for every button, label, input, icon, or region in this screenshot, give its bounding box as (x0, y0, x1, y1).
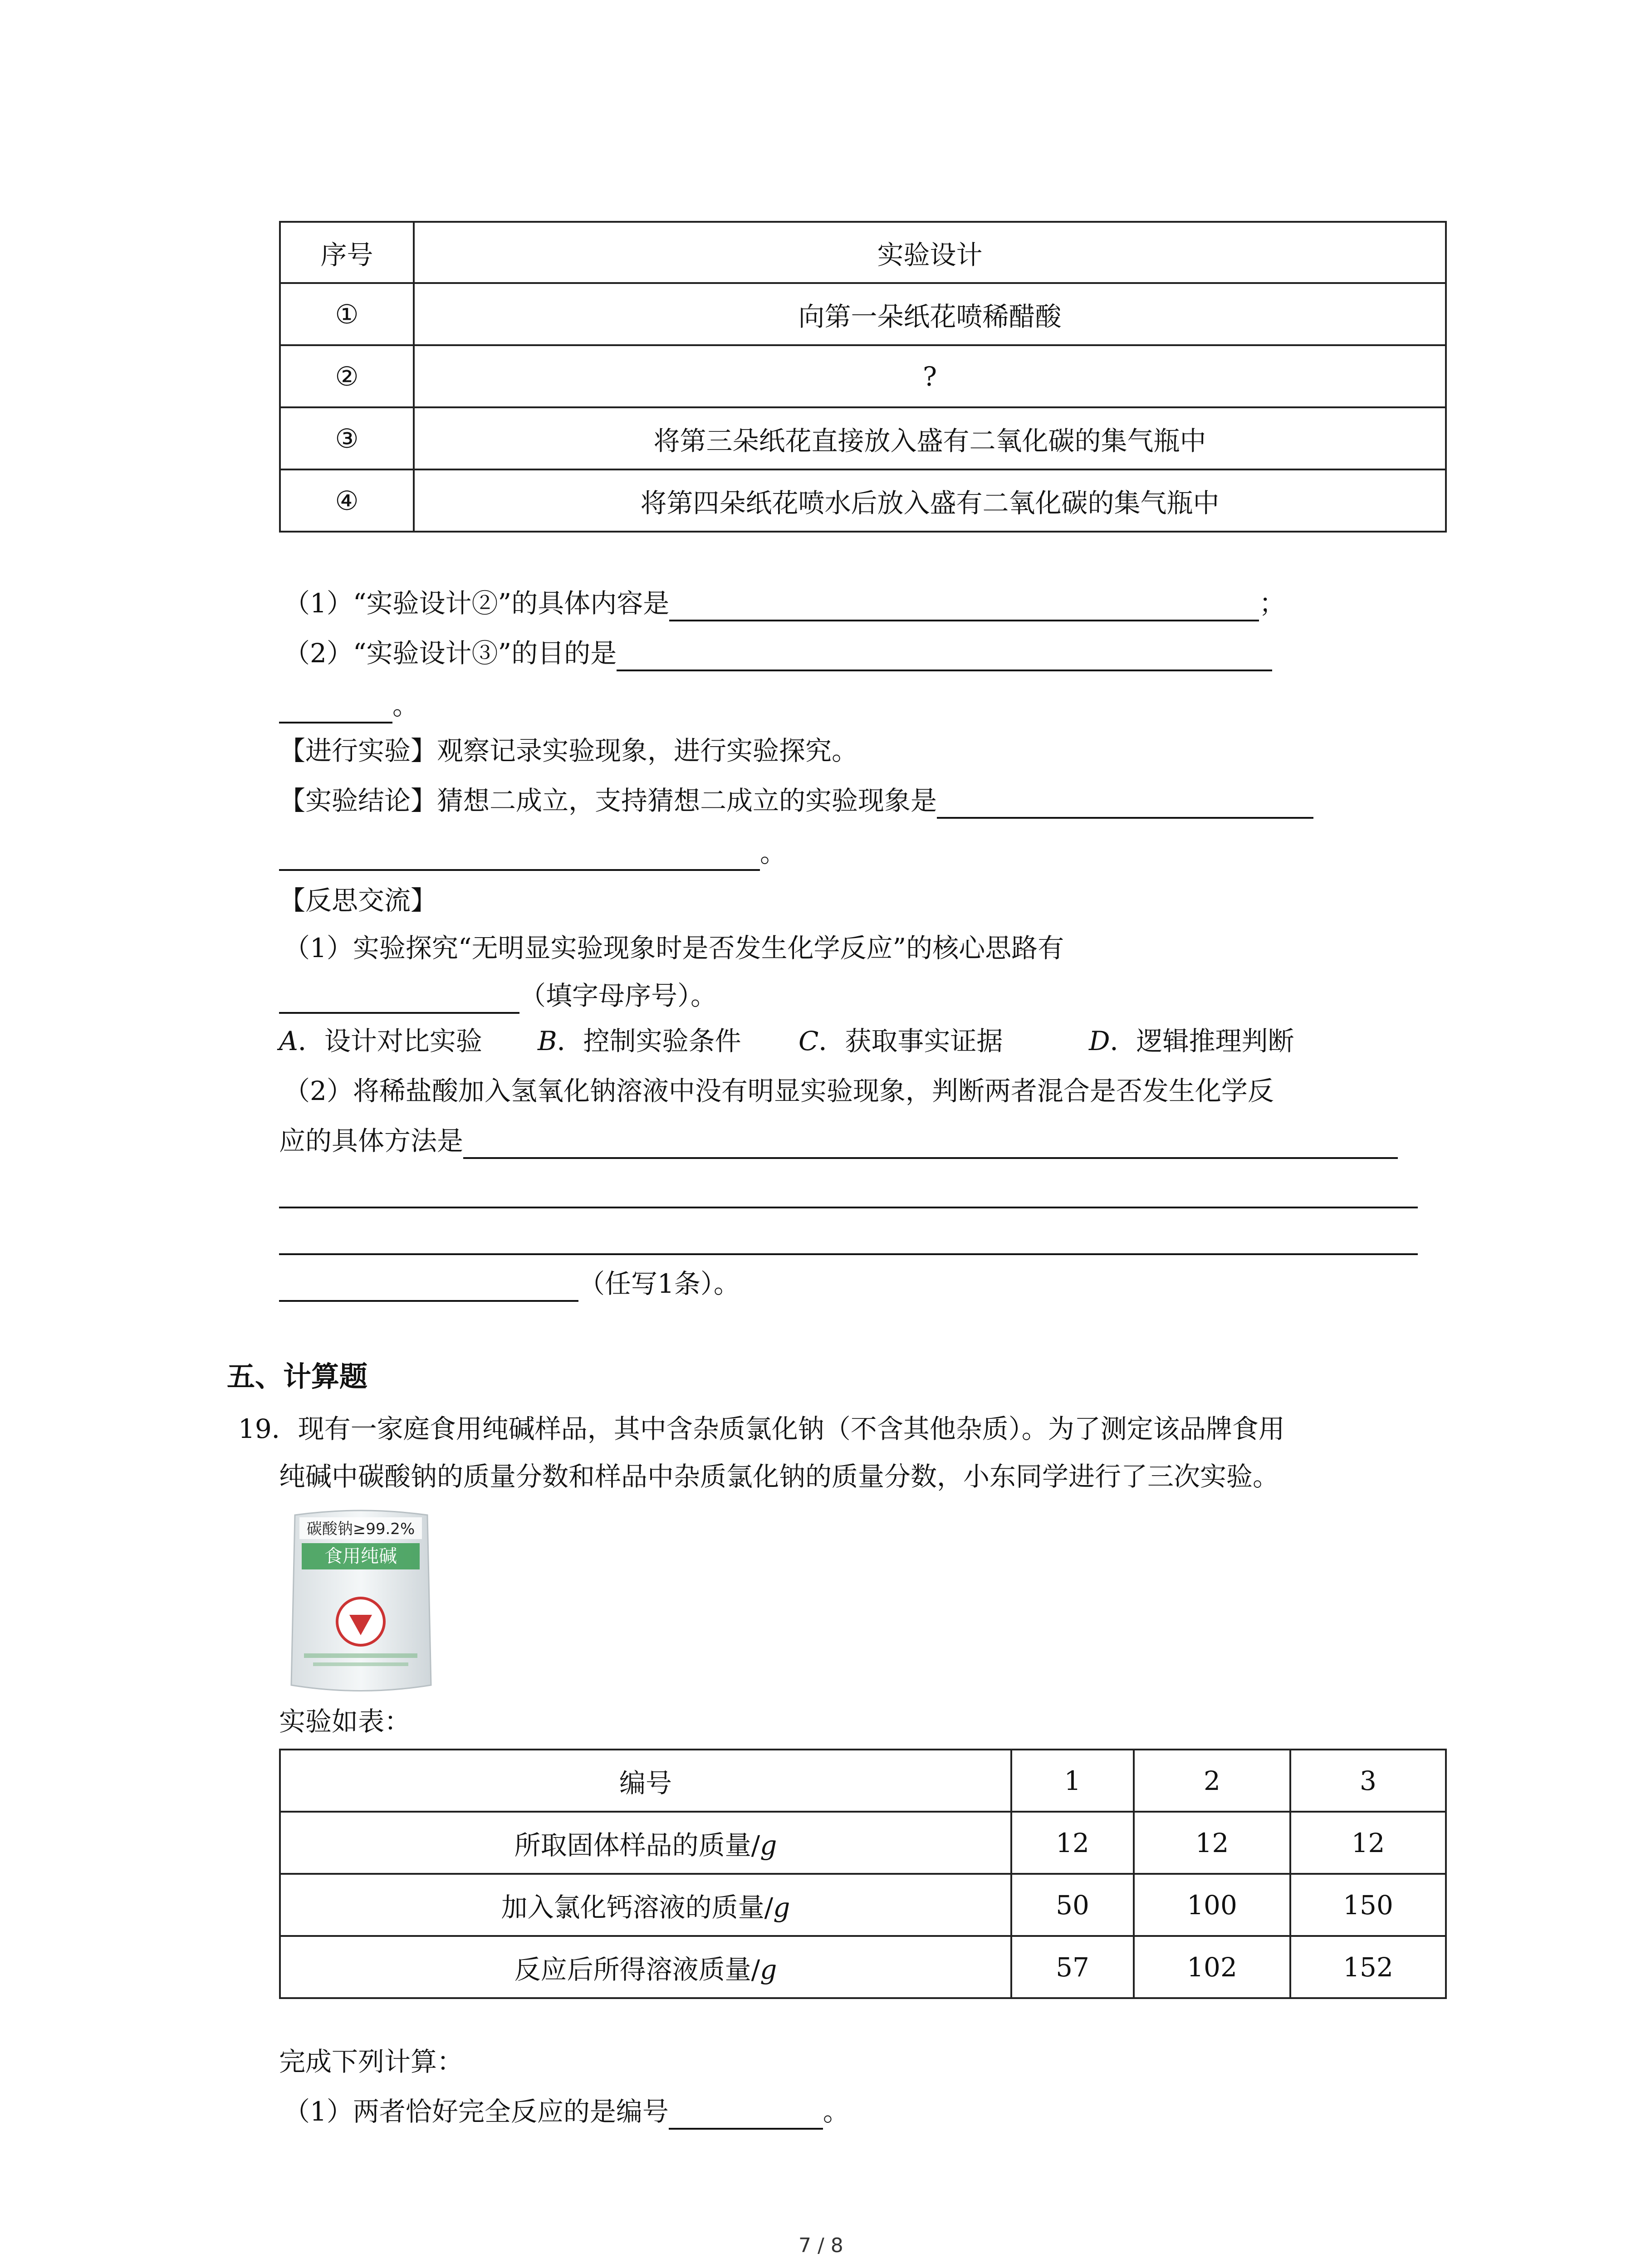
table-header-cell: 2 (1134, 1750, 1290, 1812)
table-header-cell: 序号 (280, 222, 414, 283)
table-row (280, 1812, 1446, 1874)
table-cell: 将第三朵纸花直接放入盛有二氧化碳的集气瓶中 (414, 407, 1446, 469)
table-row (280, 1874, 1446, 1936)
answer-blank[interactable] (463, 1128, 1398, 1159)
page-number: 7 / 8 (798, 2234, 843, 2257)
question-design-3-cont: 。 (279, 687, 419, 723)
table-header-cell: 实验设计 (414, 222, 1446, 283)
option-a: A．设计对比实验 (279, 1026, 482, 1056)
table-cell: ① (280, 283, 414, 345)
table-cell: ? (414, 345, 1446, 407)
option-c: C．获取事实证据 (798, 1026, 1003, 1056)
option-d: D．逻辑推理判断 (1089, 1026, 1294, 1056)
question-design-3: （2）“实验设计③”的目的是 (284, 635, 1272, 671)
soda-bag-image (286, 1506, 436, 1696)
section-heading: 五、计算题 (227, 1360, 368, 1393)
experiment-conclusion: 【实验结论】猜想二成立，支持猜想二成立的实验现象是 (279, 782, 1313, 819)
answer-blank[interactable] (279, 693, 392, 723)
experiment-conclusion-cont: 。 (279, 835, 786, 871)
calc-question-1: （1）两者恰好完全反应的是编号 。 (284, 2093, 849, 2130)
table-cell: 57 (1011, 1936, 1134, 1998)
table-cell: 将第四朵纸花喷水后放入盛有二氧化碳的集气瓶中 (414, 469, 1446, 532)
table-cell: 152 (1290, 1936, 1446, 1998)
table-row (280, 407, 1446, 469)
table-header-cell: 1 (1011, 1750, 1134, 1812)
answer-line[interactable] (279, 1253, 1418, 1255)
conduct-experiment: 【进行实验】观察记录实验现象，进行实验探究。 (279, 735, 858, 766)
question-19: 19．现有一家庭食用纯碱样品，其中含杂质氯化钠（不含其他杂质）。为了测定该品牌食用 (238, 1413, 1285, 1444)
table-cell: 50 (1011, 1874, 1134, 1936)
table-cell: ② (280, 345, 414, 407)
answer-blank[interactable] (669, 591, 1259, 621)
experiment-data-table (279, 1749, 1447, 1999)
table-cell: 102 (1134, 1936, 1290, 1998)
table-cell: 向第一朵纸花喷稀醋酸 (414, 283, 1446, 345)
table-cell: 加入氯化钙溶液的质量/g (280, 1874, 1011, 1936)
question-design-2: （1）“实验设计②”的具体内容是 ； (284, 585, 1285, 621)
answer-blank[interactable] (279, 1271, 578, 1302)
bag-label-top: 碳酸钠≥99.2% (306, 1520, 415, 1538)
table-cell: 反应后所得溶液质量/g (280, 1936, 1011, 1998)
reflect-question-1: （1）实验探究“无明显实验现象时是否发生化学反应”的核心思路有 (284, 933, 1064, 963)
table-cell: 12 (1290, 1812, 1446, 1874)
table-header-row (280, 1750, 1446, 1812)
reflect-question-2: （2）将稀盐酸加入氢氧化钠溶液中没有明显实验现象，判断两者混合是否发生化学反 (284, 1075, 1274, 1106)
table-cell: ③ (280, 407, 414, 469)
table-cell: 12 (1011, 1812, 1134, 1874)
table-cell: 所取固体样品的质量/g (280, 1812, 1011, 1874)
table-intro: 实验如表： (279, 1706, 411, 1737)
answer-line[interactable] (279, 1207, 1418, 1208)
bag-label-mid: 食用纯碱 (324, 1546, 397, 1567)
table-cell: 12 (1134, 1812, 1290, 1874)
table-header-cell: 编号 (280, 1750, 1011, 1812)
complete-calculation: 完成下列计算： (279, 2046, 464, 2077)
reflect-question-2-end: （任写1条）。 (279, 1266, 740, 1302)
table-row (280, 283, 1446, 345)
table-cell: 100 (1134, 1874, 1290, 1936)
answer-blank[interactable] (937, 788, 1313, 819)
table-cell: ④ (280, 469, 414, 532)
option-b: B．控制实验条件 (538, 1026, 741, 1056)
question-19-line2: 纯碱中碳酸钠的质量分数和样品中杂质氯化钠的质量分数，小东同学进行了三次实验。 (279, 1461, 1279, 1492)
answer-blank[interactable] (617, 640, 1272, 671)
table-row (280, 345, 1446, 407)
answer-blank[interactable] (279, 840, 760, 871)
experiment-design-table (279, 221, 1447, 533)
table-row (280, 469, 1446, 532)
reflect-question-2-line2: 应的具体方法是 (279, 1123, 1398, 1159)
table-cell: 150 (1290, 1874, 1446, 1936)
answer-blank[interactable] (669, 2099, 823, 2130)
reflect-title: 【反思交流】 (279, 885, 437, 916)
answer-blank[interactable] (279, 983, 519, 1014)
table-row (280, 1936, 1446, 1998)
table-header-cell: 3 (1290, 1750, 1446, 1812)
reflect-question-1-cont: （填字母序号）。 (279, 978, 717, 1014)
